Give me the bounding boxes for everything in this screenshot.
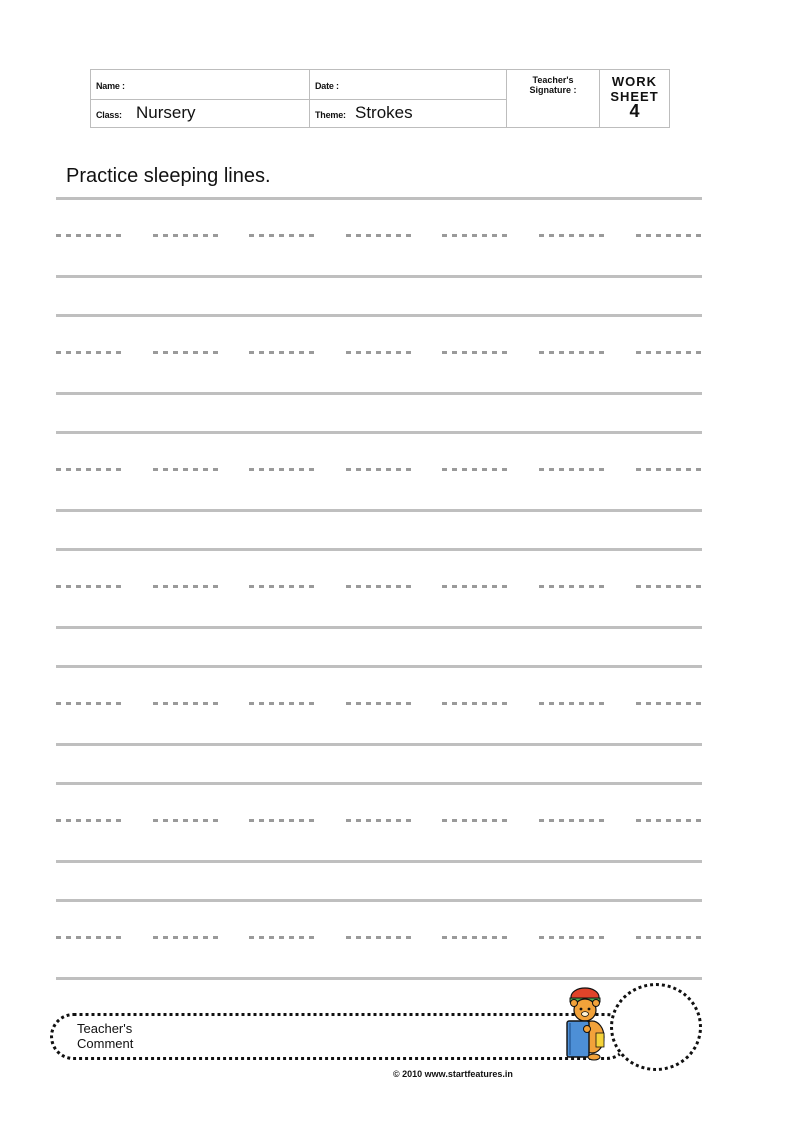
dash-segment <box>249 468 317 471</box>
dash-segment <box>153 936 221 939</box>
dash-segment <box>56 351 124 354</box>
date-field[interactable] <box>310 70 507 100</box>
dashed-trace-line <box>56 234 706 237</box>
theme-value: Strokes <box>355 103 413 122</box>
instruction-text: Practice sleeping lines. <box>66 165 271 187</box>
dash-segment <box>56 468 124 471</box>
teacher-comment-box[interactable] <box>50 1013 630 1060</box>
teacher-comment-label <box>77 1021 133 1051</box>
dashed-trace-line <box>56 936 706 939</box>
dash-segment <box>442 351 510 354</box>
theme-field <box>310 100 507 128</box>
dash-segment <box>442 702 510 705</box>
dashed-trace-line <box>56 468 706 471</box>
dash-segment <box>153 585 221 588</box>
guide-line-bottom <box>56 626 702 629</box>
dash-segment <box>636 468 704 471</box>
dash-segment <box>539 702 607 705</box>
dash-segment <box>539 936 607 939</box>
teacher-signature-label <box>507 75 599 95</box>
dash-segment <box>249 351 317 354</box>
worksheet-label-line2: SHEET <box>610 89 659 104</box>
dash-segment <box>636 585 704 588</box>
guide-line-bottom <box>56 860 702 863</box>
dash-segment <box>539 468 607 471</box>
dash-segment <box>636 351 704 354</box>
dashed-trace-line <box>56 819 706 822</box>
dash-segment <box>346 936 414 939</box>
dash-segment <box>636 819 704 822</box>
dash-segment <box>153 351 221 354</box>
dashed-trace-line <box>56 702 706 705</box>
name-label: Name : <box>96 81 125 91</box>
dash-segment <box>539 585 607 588</box>
dash-segment <box>249 585 317 588</box>
dash-segment <box>346 351 414 354</box>
dash-segment <box>442 936 510 939</box>
signature-label-line2: Signature : <box>529 85 577 95</box>
dash-segment <box>153 234 221 237</box>
dash-segment <box>539 819 607 822</box>
comment-label-line1: Teacher's <box>77 1021 133 1036</box>
guide-line-top <box>56 782 702 785</box>
dash-segment <box>539 234 607 237</box>
dash-segment <box>249 936 317 939</box>
dash-segment <box>56 702 124 705</box>
guide-line-top <box>56 431 702 434</box>
teacher-signature-field[interactable] <box>507 70 600 127</box>
class-field <box>91 100 310 128</box>
signature-label-line1: Teacher's <box>532 75 574 85</box>
class-label: Class: <box>96 110 122 120</box>
dash-segment <box>442 468 510 471</box>
dash-segment <box>346 585 414 588</box>
guide-line-bottom <box>56 743 702 746</box>
worksheet-number: 4 <box>629 101 640 121</box>
dash-segment <box>442 585 510 588</box>
name-field[interactable] <box>91 70 310 100</box>
dash-segment <box>539 351 607 354</box>
dash-segment <box>249 702 317 705</box>
dash-segment <box>56 936 124 939</box>
bear-mascot-icon <box>558 985 612 1065</box>
worksheet-label <box>600 74 669 119</box>
dash-segment <box>636 702 704 705</box>
dash-segment <box>56 819 124 822</box>
guide-line-top <box>56 314 702 317</box>
worksheet-header <box>90 69 670 128</box>
dash-segment <box>249 234 317 237</box>
guide-line-top <box>56 899 702 902</box>
dash-segment <box>153 702 221 705</box>
dashed-trace-line <box>56 585 706 588</box>
dashed-trace-line <box>56 351 706 354</box>
dash-segment <box>153 468 221 471</box>
grade-circle[interactable] <box>610 983 702 1071</box>
date-label: Date : <box>315 81 339 91</box>
dash-segment <box>636 234 704 237</box>
dash-segment <box>442 819 510 822</box>
dash-segment <box>346 234 414 237</box>
comment-label-line2: Comment <box>77 1036 134 1051</box>
theme-label: Theme: <box>315 110 346 120</box>
dash-segment <box>346 819 414 822</box>
copyright-text: © 2010 www.startfeatures.in <box>393 1069 513 1079</box>
guide-line-bottom <box>56 977 702 980</box>
dash-segment <box>56 585 124 588</box>
worksheet-label-line1: WORK <box>611 74 658 89</box>
dash-segment <box>346 702 414 705</box>
dash-segment <box>442 234 510 237</box>
dash-segment <box>636 936 704 939</box>
guide-line-bottom <box>56 509 702 512</box>
class-value: Nursery <box>136 103 196 122</box>
dash-segment <box>346 468 414 471</box>
guide-line-top <box>56 548 702 551</box>
guide-line-top <box>56 665 702 668</box>
worksheet-number-box <box>600 70 669 127</box>
guide-line-bottom <box>56 392 702 395</box>
dash-segment <box>249 819 317 822</box>
guide-line-bottom <box>56 275 702 278</box>
dash-segment <box>56 234 124 237</box>
guide-line-top <box>56 197 702 200</box>
dash-segment <box>153 819 221 822</box>
